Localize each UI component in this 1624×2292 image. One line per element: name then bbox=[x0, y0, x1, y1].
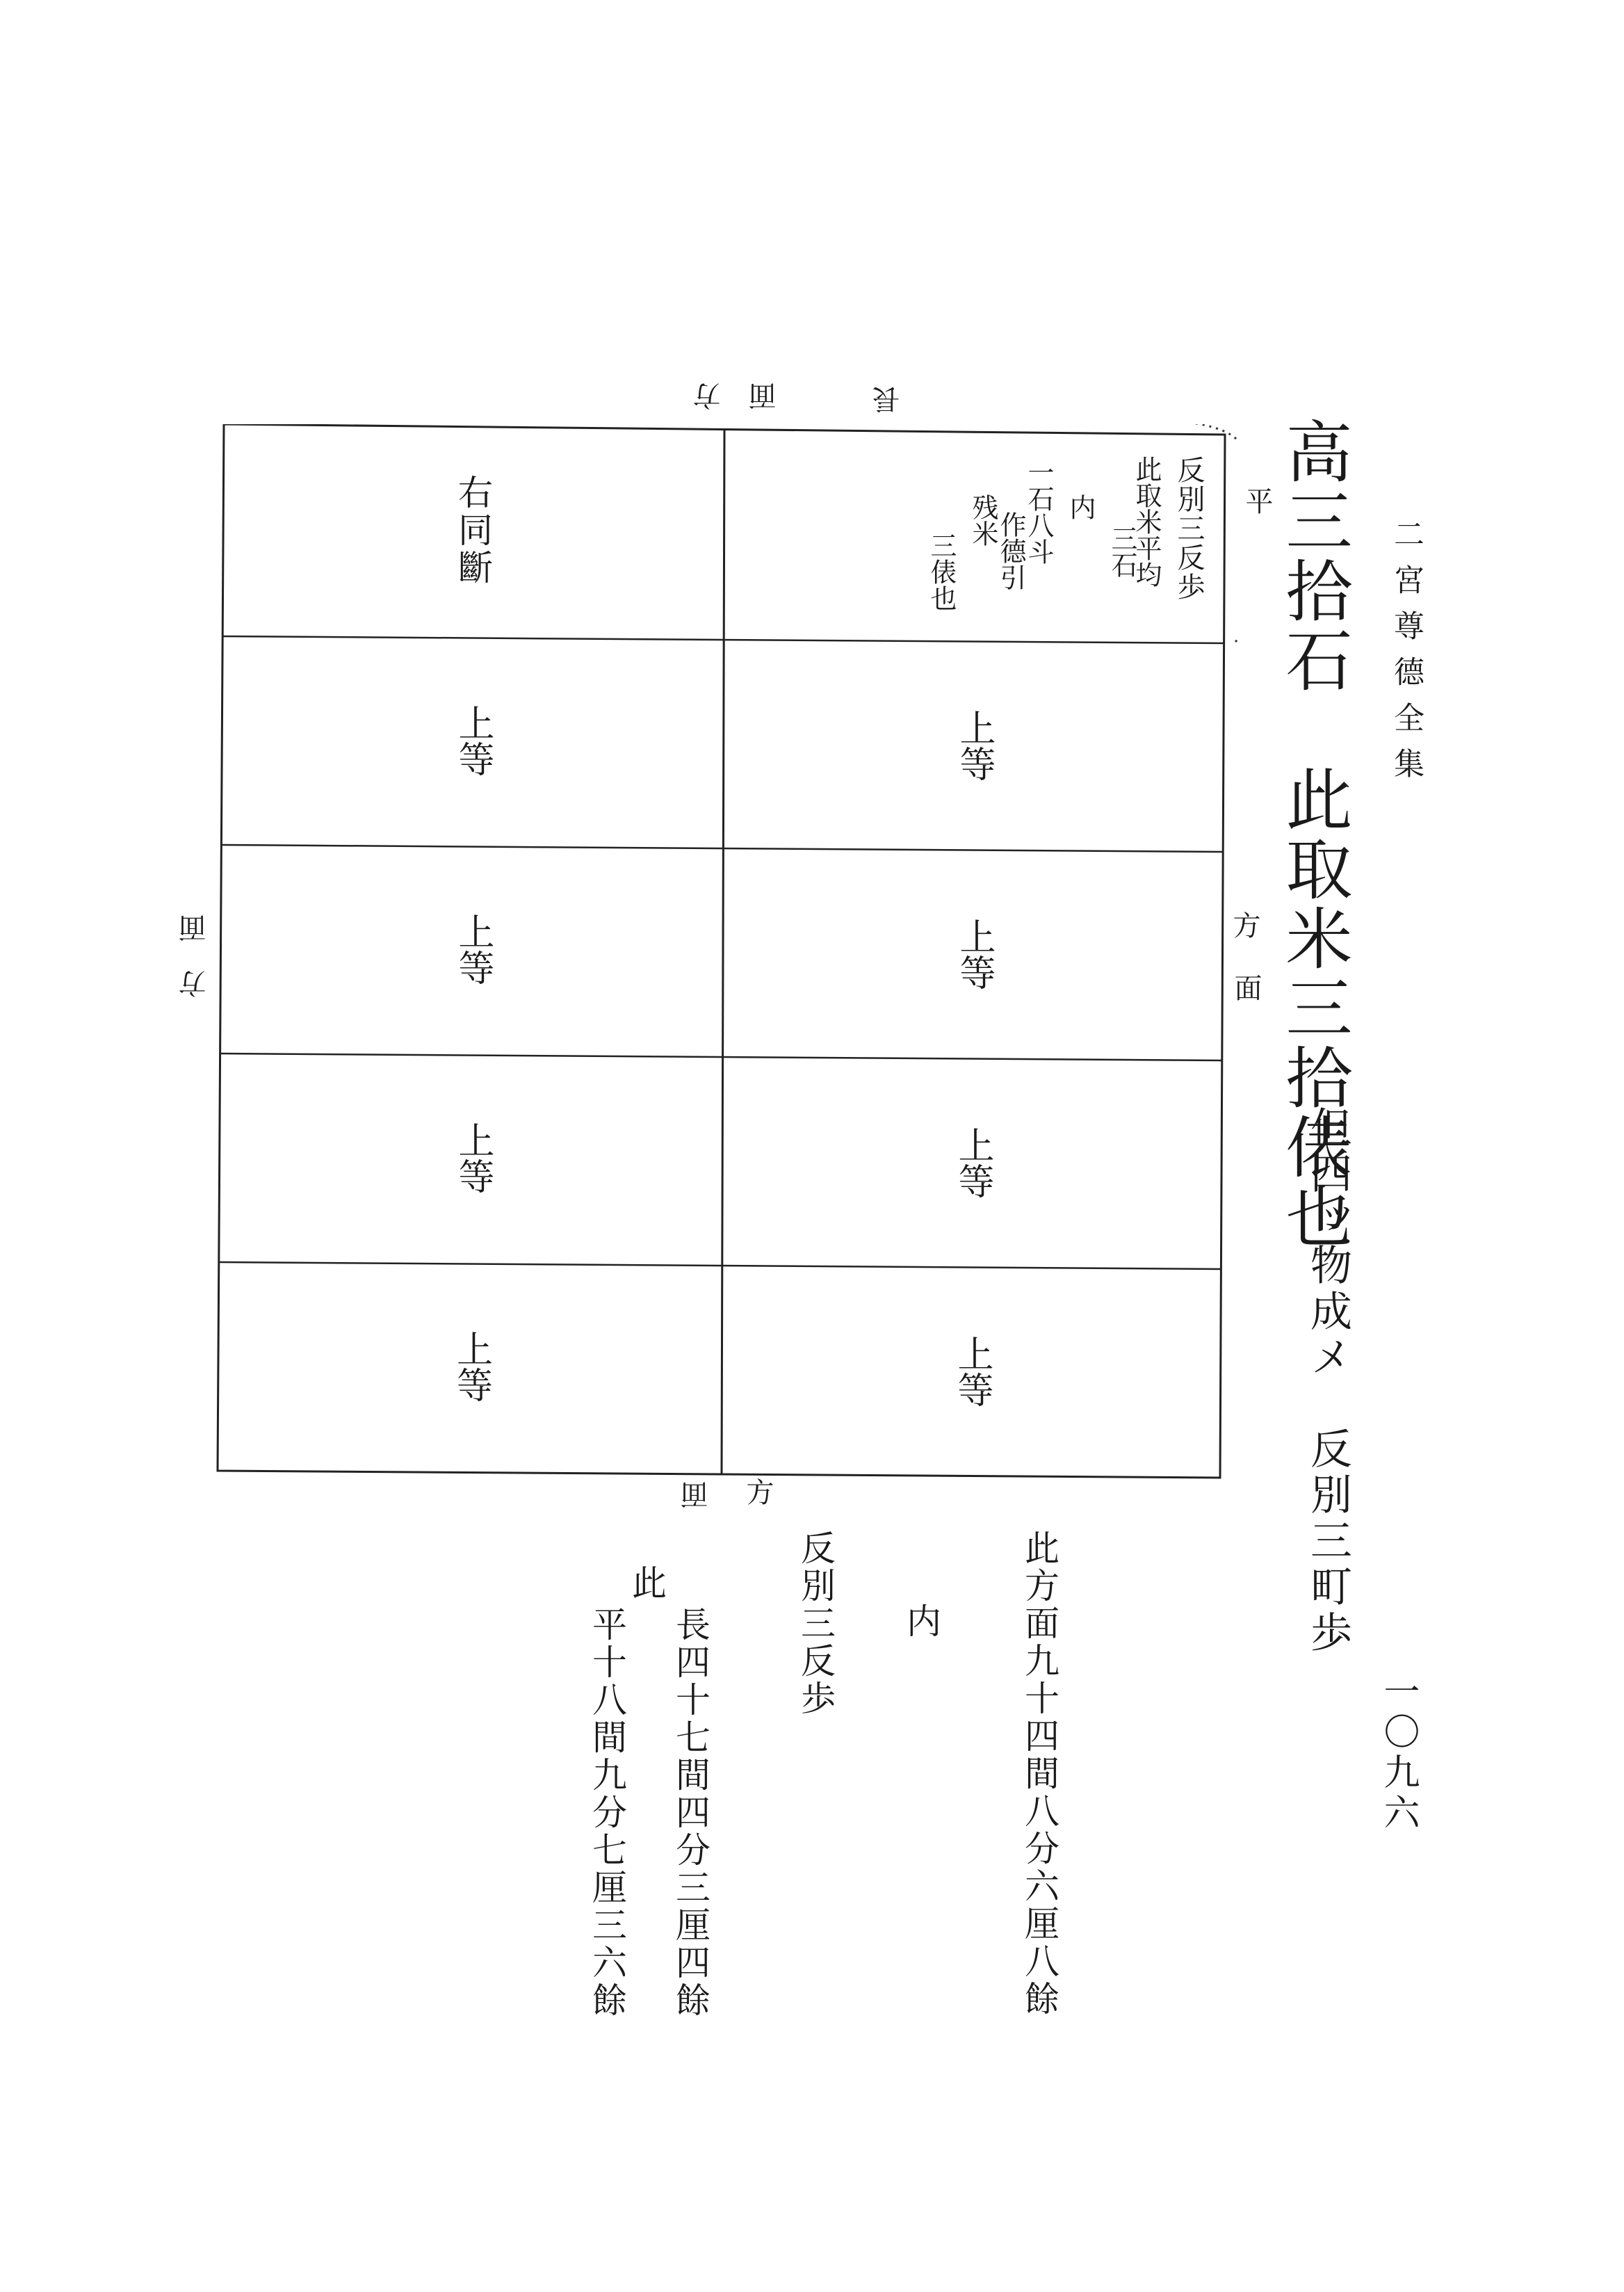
label-mian-top: 面 bbox=[749, 382, 781, 410]
grade-label: 上等 bbox=[452, 913, 494, 985]
main-heading: 高三拾石 此取米三拾俵也 bbox=[1275, 417, 1353, 1252]
grade-label: 上等 bbox=[953, 709, 995, 782]
area-line: 反別三反歩 bbox=[795, 1530, 836, 1718]
running-head: 二宮尊德全集 bbox=[1388, 518, 1424, 793]
grade-label: 上等 bbox=[452, 704, 494, 777]
label-mian-right: 面 bbox=[1230, 974, 1262, 1001]
cell-left-4 bbox=[222, 1054, 723, 1262]
cell-left-3 bbox=[222, 845, 723, 1054]
cell-left-1 bbox=[222, 424, 723, 636]
cell-right-2 bbox=[724, 641, 1224, 850]
label-mian-bottom: 面 bbox=[681, 1481, 713, 1509]
annotation-area: 反別三反歩 bbox=[1173, 455, 1205, 602]
grade-label: 上等 bbox=[450, 1330, 492, 1403]
same-as-right-label: 右同斷 bbox=[453, 474, 493, 587]
cell-right-5 bbox=[723, 1267, 1221, 1476]
label-fang-top: 方 bbox=[693, 382, 725, 410]
annotation-deduction-label: 作德引 bbox=[996, 511, 1026, 590]
annotation-yield: 此取米平均 bbox=[1131, 455, 1162, 588]
annotation-remaining-amount: 三俵也 bbox=[926, 532, 957, 611]
annotation-remaining-label: 残米 bbox=[968, 494, 998, 547]
cell-left-2 bbox=[222, 636, 723, 845]
side-length-line: 此方面九十四間八分六厘八餘 bbox=[1019, 1530, 1059, 2018]
annotation-block bbox=[827, 455, 1217, 636]
cell-left-5 bbox=[219, 1262, 723, 1471]
label-fang-right: 方 bbox=[1228, 911, 1260, 939]
width-line: 平十八間九分七厘三六餘 bbox=[587, 1606, 627, 2019]
label-fang-left: 方 bbox=[179, 970, 211, 998]
cell-right-4 bbox=[723, 1058, 1222, 1267]
page-number: 一〇九六 bbox=[1377, 1672, 1419, 1834]
inner-label: 内 bbox=[901, 1603, 941, 1640]
label-mian-left: 面 bbox=[179, 914, 211, 942]
dim-length-label: 長 bbox=[872, 386, 904, 414]
grade-label: 上等 bbox=[953, 918, 995, 990]
annotation-deduction: 一石八斗 bbox=[1023, 459, 1054, 565]
field-diagram bbox=[179, 382, 1273, 1509]
grade-label: 上等 bbox=[951, 1335, 993, 1407]
annotation-yield-amount: 三石 bbox=[1107, 525, 1137, 578]
length-line: 長四十七間四分三厘四餘 bbox=[670, 1606, 710, 2019]
dim-width-label: 平 bbox=[1241, 487, 1273, 515]
grade-label: 上等 bbox=[452, 1122, 494, 1194]
annotation-inner: 内 bbox=[1065, 494, 1096, 520]
label-fang-bottom: 方 bbox=[742, 1478, 774, 1506]
grade-label: 上等 bbox=[952, 1127, 993, 1199]
cell-right-3 bbox=[724, 850, 1224, 1058]
main-subheading: 但四ッ物成メ 反別三町歩 bbox=[1304, 1106, 1352, 1656]
this-label: 此 bbox=[626, 1565, 667, 1602]
